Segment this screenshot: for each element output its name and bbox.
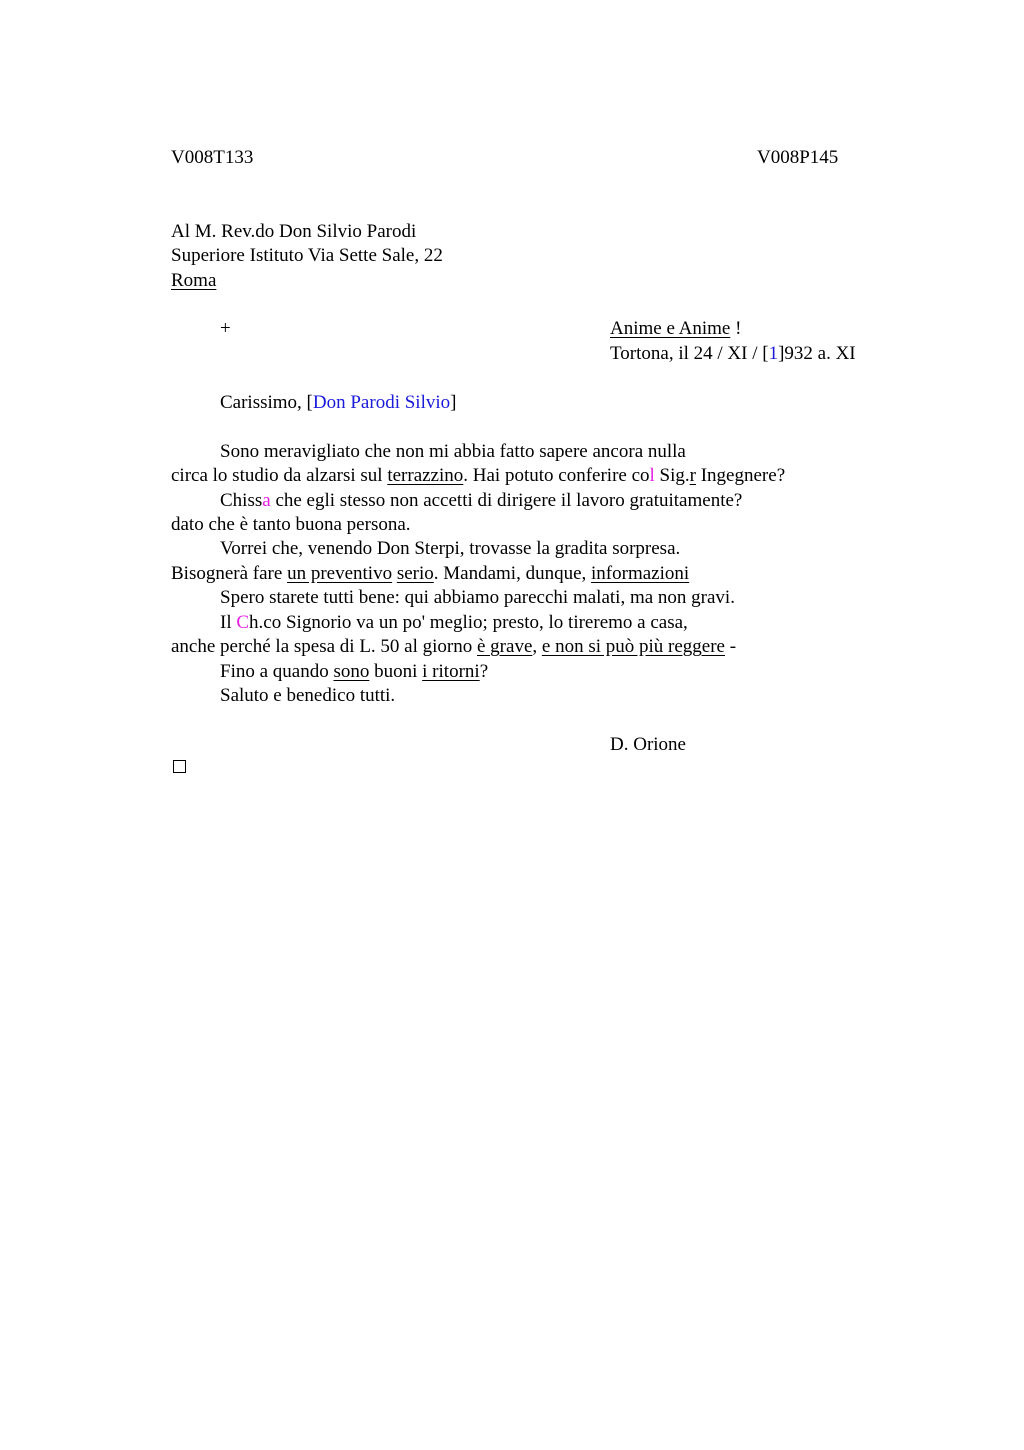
underlined-phrase: i ritorni [422, 661, 480, 682]
document-code-right: V008P145 [757, 147, 839, 168]
body-line-9 [171, 635, 736, 659]
address-line-1: Al M. Rev.do Don Silvio Parodi [171, 221, 417, 242]
salutation [220, 391, 456, 415]
signature: D. Orione [610, 734, 686, 755]
underlined-word: informazioni [591, 563, 690, 584]
body-line-1: Sono meravigliato che non mi abbia fatto sapere ancora nulla [220, 441, 686, 462]
text-segment: . Hai potuto conferire co [463, 465, 650, 486]
text-segment: Il [220, 612, 237, 633]
end-marker-square [173, 760, 186, 773]
correction-letter: C [236, 612, 250, 633]
text-segment: h.co Signorio va un po' meglio; presto, lo tireremo a casa, [249, 612, 688, 633]
text-segment: Sig. [654, 465, 690, 486]
text-segment: Chiss [220, 490, 263, 511]
body-line-10 [220, 660, 488, 684]
text-segment: - [724, 636, 737, 657]
text-segment: . Mandami, dunque, [433, 563, 592, 584]
underlined-phrase: è grave [477, 636, 533, 657]
salutation-close: ] [450, 392, 457, 413]
salutation-text: Carissimo, [ [220, 392, 313, 413]
cross-symbol: + [220, 318, 231, 339]
body-line-8 [220, 611, 688, 635]
underlined-phrase: un preventivo [287, 563, 393, 584]
text-segment: circa lo studio da alzarsi sul [171, 465, 388, 486]
text-segment: che egli stesso non accetti di dirigere il lavoro gratuitamente? [270, 490, 743, 511]
letter-date [610, 342, 856, 366]
underlined-phrase: e non si può più reggere [541, 636, 725, 657]
text-segment: Ingegnere? [695, 465, 786, 486]
body-line-6 [171, 562, 689, 586]
date-prefix: Tortona, il 24 / XI / [ [610, 343, 769, 364]
underlined-word: serio [396, 563, 434, 584]
salutation-name: Don Parodi Silvio [312, 392, 451, 413]
body-line-3 [220, 489, 742, 513]
text-segment: Fino a quando [220, 661, 334, 682]
address-city: Roma [171, 270, 217, 291]
motto-text: Anime e Anime [610, 318, 731, 339]
motto [610, 317, 741, 341]
underlined-word: sono [333, 661, 370, 682]
correction-letter: l [649, 465, 655, 486]
date-editorial-digit: 1 [768, 343, 779, 364]
document-code-left: V008T133 [171, 147, 254, 168]
body-line-4: dato che è tanto buona persona. [171, 514, 411, 535]
text-segment: Bisognerà fare [171, 563, 288, 584]
underlined-letter: r [689, 465, 696, 486]
underlined-word: terrazzino [387, 465, 464, 486]
body-line-7: Spero starete tutti bene: qui abbiamo parecchi malati, ma non gravi. [220, 587, 735, 608]
correction-letter: a [262, 490, 271, 511]
text-segment: anche perché la spesa di L. 50 al giorno [171, 636, 477, 657]
address-line-2: Superiore Istituto Via Sette Sale, 22 [171, 245, 443, 266]
body-line-11: Saluto e benedico tutti. [220, 685, 396, 706]
body-line-2 [171, 464, 785, 488]
motto-suffix: ! [730, 318, 742, 339]
body-line-5: Vorrei che, venendo Don Sterpi, trovasse la gradita sorpresa. [220, 538, 681, 559]
text-segment: buoni [369, 661, 423, 682]
text-segment: ? [479, 661, 489, 682]
text-segment: , [532, 636, 542, 657]
date-suffix: ]932 a. XI [778, 343, 856, 364]
